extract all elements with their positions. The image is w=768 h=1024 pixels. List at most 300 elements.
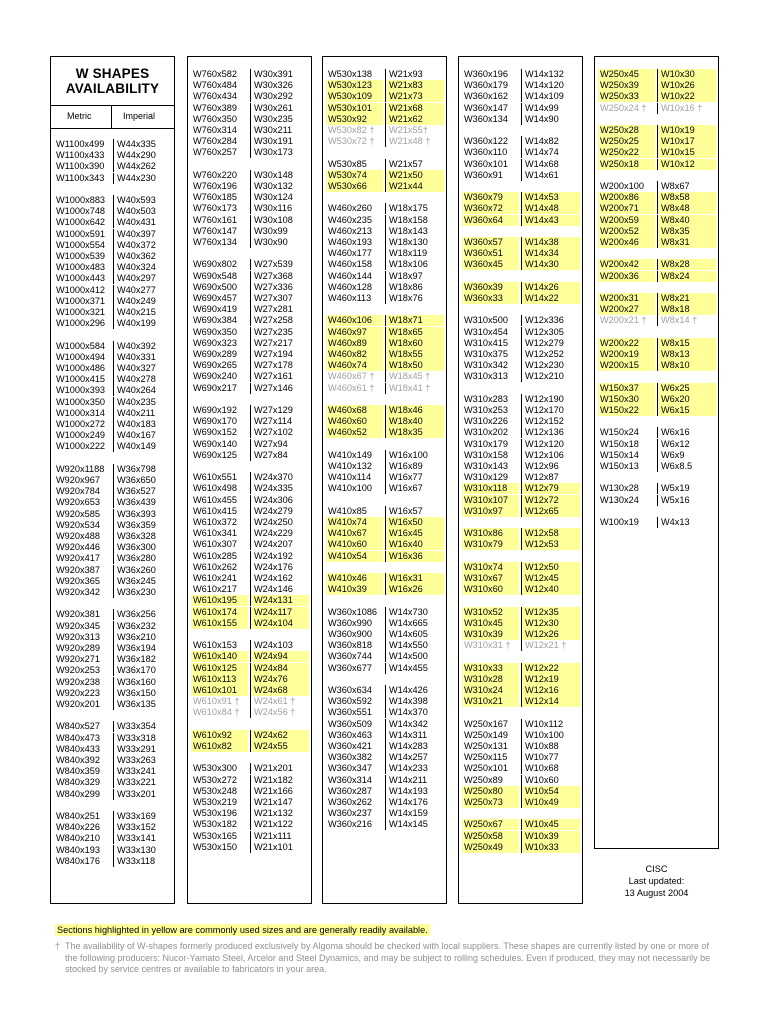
imperial-designation: W18x86 xyxy=(389,281,423,292)
imperial-designation: W30x211 xyxy=(254,125,293,135)
metric-designation: W920x253 xyxy=(56,665,100,676)
metric-designation: W530x92 xyxy=(326,114,383,125)
imperial-designation: W8x58 xyxy=(658,192,716,203)
section-row xyxy=(459,215,582,226)
section-row xyxy=(188,663,311,674)
metric-designation: W200x71 xyxy=(598,203,655,214)
imperial-designation: W30x261 xyxy=(254,102,293,113)
imperial-designation: W14x193 xyxy=(389,785,428,796)
imperial-designation: W10x39 xyxy=(522,831,580,842)
metric-designation: W690x240 xyxy=(193,371,237,382)
section-row xyxy=(188,439,311,450)
section-row xyxy=(459,584,582,595)
imperial-designation: W40x362 xyxy=(117,251,156,261)
section-row xyxy=(51,789,174,800)
metric-designation: W760x434 xyxy=(193,91,237,102)
section-row xyxy=(51,285,174,296)
section-row xyxy=(459,831,582,842)
metric-designation: W200x19 xyxy=(598,349,655,360)
imperial-designation: W33x118 xyxy=(117,855,156,866)
section-row xyxy=(188,203,311,214)
section-row xyxy=(459,528,582,539)
section-row xyxy=(51,721,174,732)
section-row xyxy=(51,195,174,206)
imperial-designation: W14x38 xyxy=(522,237,580,248)
metric-designation: W530x300 xyxy=(193,763,237,774)
section-row xyxy=(459,607,582,618)
section-row xyxy=(188,573,311,584)
metric-designation: W530x182 xyxy=(193,819,237,830)
section-row xyxy=(323,282,446,293)
column-2 xyxy=(187,56,312,904)
title-line-1: W SHAPES xyxy=(75,66,150,81)
section-row xyxy=(51,609,174,620)
imperial-designation: W30x99 xyxy=(254,225,288,236)
metric-designation: W920x387 xyxy=(56,564,100,575)
imperial-designation: W12x210 xyxy=(525,371,564,382)
metric-designation: W360x744 xyxy=(328,651,372,662)
section-row xyxy=(595,147,718,158)
section-row xyxy=(188,562,311,573)
section-row xyxy=(459,103,582,114)
imperial-designation: W12x40 xyxy=(522,584,580,595)
metric-designation: W310x79 xyxy=(462,539,519,550)
section-row xyxy=(323,786,446,797)
metric-designation: W200x36 xyxy=(598,271,655,282)
imperial-designation: W27x84 xyxy=(254,449,288,460)
metric-designation: W150x22 xyxy=(598,405,655,416)
imperial-designation: W21x147 xyxy=(254,797,293,807)
section-row xyxy=(188,775,311,786)
imperial-designation: W10x12 xyxy=(658,159,716,170)
section-row xyxy=(323,103,446,114)
metric-designation: W1000x483 xyxy=(56,262,106,273)
metric-designation: W610x498 xyxy=(193,483,237,494)
section-row xyxy=(323,629,446,640)
imperial-designation: W36x150 xyxy=(117,687,156,698)
imperial-designation: W27x281 xyxy=(254,304,293,315)
imperial-designation: W36x194 xyxy=(117,643,156,653)
imperial-designation: W14x159 xyxy=(389,808,428,819)
section-row xyxy=(595,439,718,450)
section-row xyxy=(323,663,446,674)
metric-designation: W920x238 xyxy=(56,676,100,687)
metric-designation: W690x350 xyxy=(193,326,237,337)
section-row xyxy=(595,181,718,192)
metric-designation: W200x42 xyxy=(598,259,655,270)
metric-designation: W460x213 xyxy=(328,225,372,236)
imperial-designation: W18x97 xyxy=(389,270,423,281)
section-row xyxy=(188,696,311,707)
section-row xyxy=(188,293,311,304)
imperial-designation: W14x82 xyxy=(525,136,559,147)
section-row xyxy=(51,553,174,564)
header-metric: Metric xyxy=(67,111,92,121)
imperial-designation: W44x230 xyxy=(117,172,156,183)
section-row xyxy=(459,282,582,293)
section-row xyxy=(51,744,174,755)
metric-designation: W1000x272 xyxy=(56,419,106,429)
section-row xyxy=(595,136,718,147)
imperial-designation: W14x398 xyxy=(389,696,428,707)
metric-designation: W200x22 xyxy=(598,338,655,349)
section-row xyxy=(51,833,174,844)
imperial-designation: W12x305 xyxy=(525,326,564,337)
imperial-designation: W12x252 xyxy=(525,349,564,359)
imperial-designation: W8x13 xyxy=(658,349,716,360)
metric-designation: W1000x296 xyxy=(56,318,106,329)
metric-designation: W690x500 xyxy=(193,281,237,292)
imperial-designation: W12x170 xyxy=(525,405,564,415)
metric-designation: W250x58 xyxy=(462,831,519,842)
imperial-designation: W8x18 xyxy=(658,304,716,315)
imperial-designation: W14x74 xyxy=(525,147,559,158)
section-row xyxy=(51,419,174,430)
imperial-designation: W14x257 xyxy=(389,752,428,763)
imperial-designation: W12x16 xyxy=(522,685,580,696)
imperial-designation: W27x368 xyxy=(254,270,293,281)
section-row xyxy=(595,315,718,326)
section-row xyxy=(323,539,446,550)
imperial-designation: W40x431 xyxy=(117,217,156,228)
section-row xyxy=(188,181,311,192)
section-row xyxy=(51,475,174,486)
imperial-designation: W10x15 xyxy=(658,147,716,158)
section-row xyxy=(51,441,174,452)
section-row xyxy=(188,741,311,752)
section-row xyxy=(51,296,174,307)
metric-designation: W310x454 xyxy=(464,326,508,337)
metric-designation: W460x89 xyxy=(326,338,383,349)
imperial-designation: W10x19 xyxy=(658,125,716,136)
imperial-designation: W24x335 xyxy=(254,483,293,494)
section-row xyxy=(595,405,718,416)
section-row xyxy=(51,856,174,867)
imperial-designation: W40x277 xyxy=(117,284,156,295)
section-row xyxy=(323,528,446,539)
section-row xyxy=(459,450,582,461)
metric-designation: W610x217 xyxy=(193,584,237,595)
metric-designation: W360x900 xyxy=(328,629,372,639)
metric-designation: W150x30 xyxy=(598,394,655,405)
metric-designation: W360x237 xyxy=(328,808,372,819)
section-row xyxy=(323,752,446,763)
imperial-designation: W40x199 xyxy=(117,318,156,329)
section-row xyxy=(459,763,582,774)
section-row xyxy=(188,730,311,741)
metric-designation: W610x125 xyxy=(191,663,248,674)
column-1 xyxy=(50,56,175,904)
imperial-designation: W14x500 xyxy=(389,651,428,662)
imperial-designation: W12x87 xyxy=(525,472,559,483)
section-row xyxy=(188,472,311,483)
metric-designation: W610x455 xyxy=(193,494,237,505)
section-row xyxy=(51,811,174,822)
section-row xyxy=(323,685,446,696)
imperial-designation: W12x19 xyxy=(522,674,580,685)
imperial-designation: W8x40 xyxy=(658,215,716,226)
imperial-designation: W6x16 xyxy=(661,427,690,438)
metric-designation: W360x57 xyxy=(462,237,519,248)
metric-designation: W920x342 xyxy=(56,587,100,597)
imperial-designation: W21x68 xyxy=(386,103,444,114)
section-row xyxy=(188,125,311,136)
imperial-designation: W10x68 xyxy=(525,763,559,774)
metric-designation: W920x488 xyxy=(56,531,100,541)
metric-designation: W310x28 xyxy=(462,674,519,685)
imperial-designation: W10x54 xyxy=(522,786,580,797)
metric-designation: W690x457 xyxy=(193,293,237,303)
imperial-designation: W36x182 xyxy=(117,654,156,665)
imperial-designation: W14x311 xyxy=(389,729,428,740)
section-row xyxy=(323,506,446,517)
imperial-designation: W27x336 xyxy=(254,281,293,292)
imperial-designation: W24x103 xyxy=(254,640,293,651)
section-row xyxy=(459,69,582,80)
imperial-designation: W14x48 xyxy=(522,203,580,214)
metric-designation: W1100x433 xyxy=(56,150,105,161)
metric-designation: W360x79 xyxy=(462,192,519,203)
imperial-designation: W18x119 xyxy=(389,248,428,259)
section-row xyxy=(51,352,174,363)
metric-designation: W530x272 xyxy=(193,774,237,785)
imperial-designation: W10x77 xyxy=(525,752,559,763)
imperial-designation: W40x324 xyxy=(117,262,156,273)
imperial-designation: W27x94 xyxy=(254,438,288,449)
imperial-designation: W36x527 xyxy=(117,486,156,497)
imperial-designation: W18x175 xyxy=(389,203,428,214)
section-row xyxy=(459,439,582,450)
metric-designation: W100x19 xyxy=(600,517,639,527)
imperial-designation: W40x593 xyxy=(117,195,156,205)
metric-designation: W610x113 xyxy=(191,674,248,685)
imperial-designation: W5x19 xyxy=(661,483,690,494)
metric-designation: W310x39 xyxy=(462,629,519,640)
metric-designation: W1000x494 xyxy=(56,351,106,362)
metric-designation: W200x27 xyxy=(598,304,655,315)
metric-designation: W410x100 xyxy=(328,483,372,494)
metric-designation: W410x85 xyxy=(328,505,367,516)
imperial-designation: W12x65 xyxy=(522,506,580,517)
section-row xyxy=(459,663,582,674)
imperial-designation: W27x129 xyxy=(254,405,293,415)
section-row xyxy=(459,159,582,170)
metric-designation: W690x217 xyxy=(193,382,237,393)
section-row xyxy=(51,486,174,497)
imperial-designation: W21x48 † xyxy=(389,136,431,147)
section-row xyxy=(51,161,174,172)
metric-designation: W150x37 xyxy=(598,383,655,394)
section-row xyxy=(323,170,446,181)
imperial-designation: W24x229 xyxy=(254,528,293,539)
imperial-designation: W33x318 xyxy=(117,732,156,743)
section-row xyxy=(595,495,718,506)
metric-designation: W610x551 xyxy=(193,472,237,483)
metric-designation: W360x179 xyxy=(464,80,508,91)
imperial-designation: W10x30 xyxy=(658,69,716,80)
section-row xyxy=(188,506,311,517)
section-row xyxy=(595,103,718,114)
section-row xyxy=(188,640,311,651)
metric-designation: W610x341 xyxy=(193,528,237,539)
metric-designation: W1000x415 xyxy=(56,374,106,385)
section-row xyxy=(51,542,174,553)
section-row xyxy=(459,394,582,405)
metric-designation: W310x31 † xyxy=(464,640,511,651)
metric-designation: W530x138 xyxy=(328,69,372,79)
section-row xyxy=(323,203,446,214)
section-row xyxy=(188,685,311,696)
section-row xyxy=(51,217,174,228)
metric-designation: W690x384 xyxy=(193,315,237,326)
imperial-designation: W27x146 xyxy=(254,382,293,393)
section-row xyxy=(51,374,174,385)
imperial-designation: W12x106 xyxy=(525,449,564,460)
imperial-designation: W24x117 xyxy=(251,607,309,618)
imperial-designation: W16x45 xyxy=(386,528,444,539)
imperial-designation: W8x48 xyxy=(658,203,716,214)
imperial-designation: W12x190 xyxy=(525,393,564,404)
section-row xyxy=(323,360,446,371)
imperial-designation: W36x328 xyxy=(117,531,156,541)
imperial-designation: W30x391 xyxy=(254,69,293,79)
metric-designation: W310x67 xyxy=(462,573,519,584)
imperial-designation: W16x77 xyxy=(389,472,423,483)
metric-designation: W250x167 xyxy=(464,718,508,729)
section-row xyxy=(459,360,582,371)
section-row xyxy=(459,495,582,506)
metric-designation: W250x22 xyxy=(598,147,655,158)
imperial-designation: W14x43 xyxy=(522,215,580,226)
imperial-designation: W33x130 xyxy=(117,844,156,855)
imperial-designation: W18x41 † xyxy=(389,382,431,393)
metric-designation: W530x72 † xyxy=(328,136,375,147)
section-row xyxy=(323,181,446,192)
imperial-designation: W14x730 xyxy=(389,606,428,617)
last-updated-date: 13 August 2004 xyxy=(624,888,689,898)
imperial-designation: W16x50 xyxy=(386,517,444,528)
metric-designation: W1100x343 xyxy=(56,172,105,183)
section-row xyxy=(51,699,174,710)
metric-designation: W610x91 † xyxy=(193,696,240,707)
imperial-designation: W10x33 xyxy=(522,842,580,853)
metric-designation: W760x582 xyxy=(193,69,237,79)
metric-designation: W310x500 xyxy=(464,315,508,326)
metric-designation: W150x14 xyxy=(600,449,639,460)
metric-designation: W690x548 xyxy=(193,270,237,281)
section-row xyxy=(323,248,446,259)
metric-designation: W1000x443 xyxy=(56,273,106,284)
section-row xyxy=(188,674,311,685)
section-row xyxy=(188,103,311,114)
imperial-designation: W10x112 xyxy=(525,718,564,729)
metric-designation: W460x74 xyxy=(326,360,383,371)
metric-designation: W840x193 xyxy=(56,844,100,855)
imperial-designation: W12x120 xyxy=(525,438,564,449)
metric-designation: W410x60 xyxy=(326,539,383,550)
metric-designation: W310x253 xyxy=(464,405,508,415)
metric-designation: W610x241 xyxy=(193,573,237,583)
imperial-designation: W40x278 xyxy=(117,374,156,385)
imperial-designation: W12x26 xyxy=(522,629,580,640)
imperial-designation: W16x26 xyxy=(386,584,444,595)
metric-designation: W840x176 xyxy=(56,855,100,866)
imperial-designation: W36x232 xyxy=(117,620,156,631)
section-row xyxy=(188,259,311,270)
metric-designation: W310x52 xyxy=(462,607,519,618)
section-row xyxy=(459,674,582,685)
imperial-designation: W24x370 xyxy=(254,472,293,483)
metric-designation: W310x74 xyxy=(462,562,519,573)
metric-designation: W920x271 xyxy=(56,654,100,665)
imperial-designation: W8x24 xyxy=(658,271,716,282)
imperial-designation: W18x40 xyxy=(386,416,444,427)
highlight-note: Sections highlighted in yellow are commonly used sizes and are generally readily available. xyxy=(57,925,428,935)
imperial-designation: W8x28 xyxy=(658,259,716,270)
section-row xyxy=(459,461,582,472)
section-row xyxy=(188,327,311,338)
imperial-designation: W40x249 xyxy=(117,295,156,306)
metric-designation: W310x107 xyxy=(462,495,519,506)
imperial-designation: W40x331 xyxy=(117,351,156,362)
imperial-designation: W33x241 xyxy=(117,766,156,777)
section-row xyxy=(459,237,582,248)
metric-designation: W1000x883 xyxy=(56,195,106,205)
imperial-designation: W12x58 xyxy=(522,528,580,539)
section-row xyxy=(595,125,718,136)
imperial-designation: W24x192 xyxy=(254,550,293,561)
metric-designation: W360x72 xyxy=(462,203,519,214)
imperial-designation: W14x211 xyxy=(389,774,428,785)
metric-designation: W130x24 xyxy=(600,494,639,505)
metric-designation: W1000x539 xyxy=(56,251,106,261)
imperial-designation: W27x178 xyxy=(254,360,293,371)
dagger-symbol: † xyxy=(55,941,61,951)
section-row xyxy=(323,551,446,562)
metric-designation: W310x60 xyxy=(462,584,519,595)
imperial-designation: W24x56 † xyxy=(254,707,296,718)
imperial-designation: W30x124 xyxy=(254,192,293,203)
imperial-designation: W12x230 xyxy=(525,360,564,371)
imperial-designation: W24x55 xyxy=(251,741,309,752)
metric-designation: W690x802 xyxy=(193,259,237,270)
metric-designation: W310x313 xyxy=(464,371,508,382)
metric-designation: W920x1188 xyxy=(56,463,105,474)
metric-designation: W920x223 xyxy=(56,687,100,698)
section-row xyxy=(51,408,174,419)
imperial-designation: W24x131 xyxy=(251,595,309,606)
section-row xyxy=(459,696,582,707)
section-row xyxy=(459,416,582,427)
metric-designation: W130x28 xyxy=(600,483,639,494)
metric-designation: W250x45 xyxy=(598,69,655,80)
metric-designation: W310x33 xyxy=(462,663,519,674)
metric-designation: W360x551 xyxy=(328,707,372,718)
metric-designation: W1000x591 xyxy=(56,228,106,239)
section-row xyxy=(323,293,446,304)
imperial-designation: W36x260 xyxy=(117,564,156,575)
imperial-designation: W12x22 xyxy=(522,663,580,674)
section-row xyxy=(188,215,311,226)
section-row xyxy=(188,707,311,718)
imperial-designation: W33x354 xyxy=(117,721,156,732)
section-row xyxy=(323,640,446,651)
metric-designation: W150x24 xyxy=(600,427,639,438)
metric-designation: W690x323 xyxy=(193,337,237,348)
section-row xyxy=(459,293,582,304)
metric-designation: W920x365 xyxy=(56,575,100,586)
imperial-designation: W40x392 xyxy=(117,340,156,351)
